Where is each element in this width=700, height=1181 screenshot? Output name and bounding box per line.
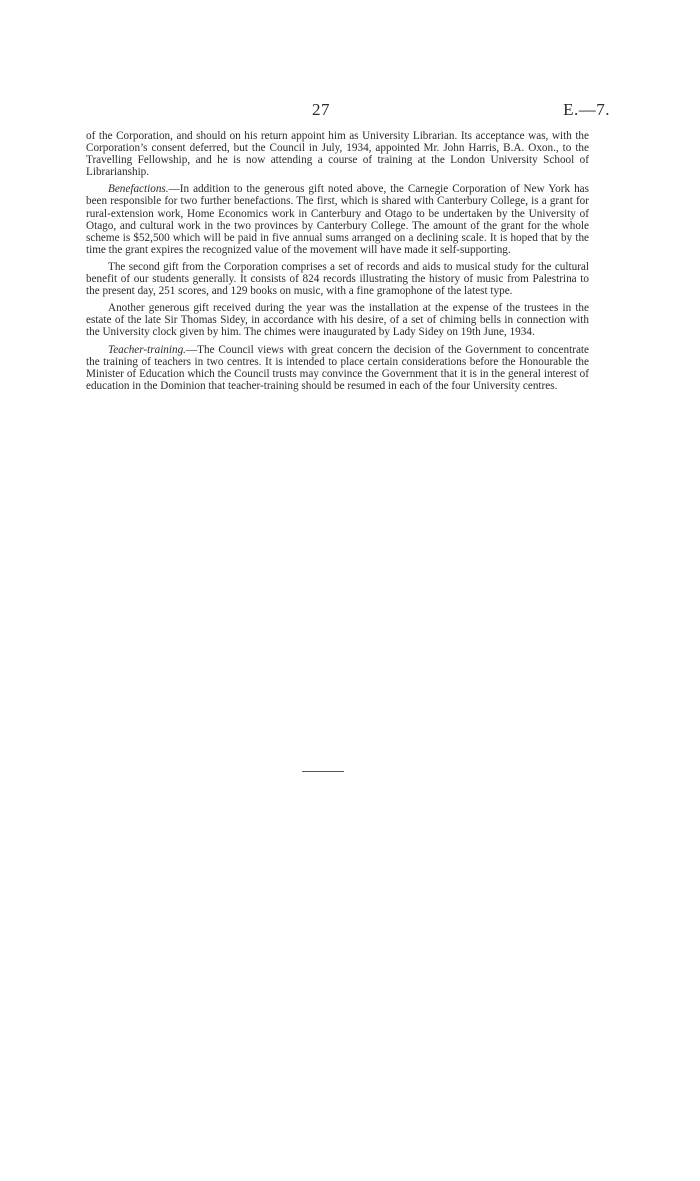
document-code: E.—7. [563, 100, 610, 119]
paragraph-librarian [86, 130, 589, 178]
paragraph-second-gift [86, 261, 589, 297]
paragraph-text: The second gift from the Corporation comprises a set of records and aids to musical study for the cultural benefit of our students generally. It consists of 824 records illustrating the history of music from Palestrina to the present day, 251 scores, and 129 books on music, with a fine gramophone of the latest type. [86, 260, 589, 298]
paragraph-text: —In addition to the generous gift noted above, the Carnegie Corporation of New York has been responsible for two further benefactions. The first, which is shared with Canterbury College, is a grant for rural-extension work, Home Economics work in Canterbury and Otago to be undertaken by the University of Otago, and cultural work in the two provinces by Canterbury College. The amount of the grant for the whole scheme is $52,500 which will be paid in five annual sums arranged on a declining scale. It is hoped that by the time the grant expires the recognized value of the movement will have made it self-supporting. [86, 183, 589, 256]
paragraph-text: of the Corporation, and should on his return appoint him as University Librarian. Its acceptance was, with the Corporation’s consent deferred, but the Council in July, 1934, appointed Mr. John Harris, B.A. Oxon., to the Travelling Fellowship, and he is now attending a course of training at the London University School of Librarianship. [86, 130, 589, 179]
page-header [0, 100, 700, 122]
section-heading-benefactions: Benefactions. [108, 183, 169, 196]
paragraph-chiming-bells [86, 302, 589, 338]
page-number: 27 [312, 100, 330, 119]
paragraph-text: Another generous gift received during the year was the installation at the expense of the trustees in the estate of the late Sir Thomas Sidey, in accordance with his desire, of a set of chiming bells in connection with the University clock given by him. The chimes were inaugurated by Lady Sidey on 19th June, 1934. [86, 302, 589, 339]
paragraph-text: —The Council views with great concern the decision of the Government to concentrate the training of teachers in two centres. It is intended to place certain considerations before the Honourable the Minister of Education which the Council trusts may convince the Government that it is in the general interest of education in the Dominion that teacher-training should be resumed in each of the four University centres. [86, 343, 589, 392]
paragraph-teacher-training [86, 344, 589, 392]
section-heading-teacher-training: Teacher-training. [108, 343, 186, 356]
paragraph-benefactions [86, 183, 589, 256]
body-text [86, 130, 589, 397]
end-rule [302, 771, 344, 772]
